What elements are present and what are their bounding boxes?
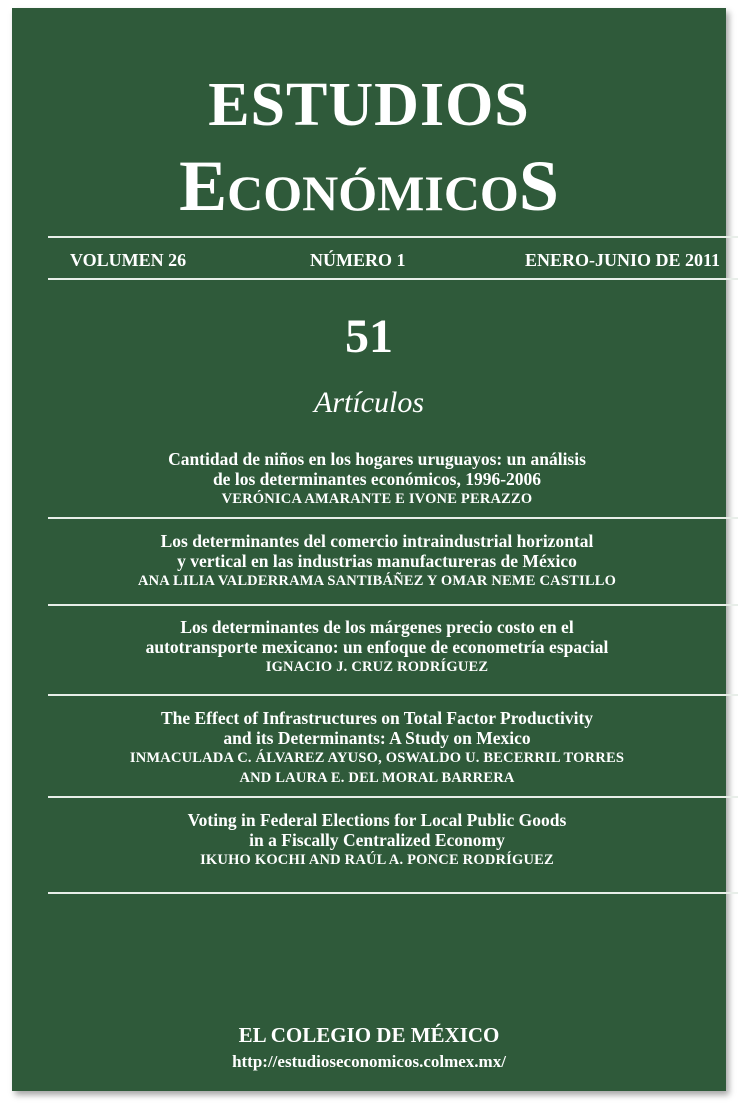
- article-entry: [32, 449, 722, 509]
- date-label: ENERO-JUNIO DE 2011: [524, 250, 720, 270]
- journal-title-line1: ESTUDIOS: [208, 71, 530, 139]
- issue-info-row: [48, 250, 728, 276]
- article-authors: ANA LILIA VALDERRAMA SANTIBÁÑEZ Y OMAR NEME CASTILLO: [137, 573, 617, 589]
- article-title-line: Cantidad de niños en los hogares uruguayos: un análisis: [168, 449, 586, 469]
- article-title-line: autotransporte mexicano: un enfoque de econometría espacial: [145, 637, 609, 657]
- article-entry: [32, 708, 722, 788]
- divider-rule: [48, 604, 738, 606]
- divider-rule: [48, 892, 738, 894]
- article-entry: [32, 810, 722, 870]
- article-authors: VERÓNICA AMARANTE E IVONE PERAZZO: [221, 491, 533, 507]
- volume-label: VOLUMEN 26: [70, 250, 187, 270]
- article-title-line: The Effect of Infrastructures on Total Factor Productivity: [160, 708, 594, 728]
- publisher-url: http://estudioseconomicos.colmex.mx/: [232, 1052, 506, 1071]
- issue-number: 51: [345, 310, 393, 363]
- publisher-name: EL COLEGIO DE MÉXICO: [238, 1023, 500, 1047]
- article-title-line: and its Determinants: A Study on Mexico: [223, 728, 531, 748]
- article-title-line: Los determinantes de los márgenes precio costo en el: [180, 617, 574, 637]
- article-authors: INMACULADA C. ÁLVAREZ AYUSO, OSWALDO U. BECERRIL TORRES: [129, 750, 625, 766]
- article-authors: IGNACIO J. CRUZ RODRÍGUEZ: [265, 659, 489, 675]
- article-authors: AND LAURA E. DEL MORAL BARRERA: [239, 770, 515, 786]
- article-title-line: Los determinantes del comercio intraindustrial horizontal: [160, 531, 594, 551]
- journal-title-line2: EconómicoS: [179, 146, 559, 226]
- number-label: NÚMERO 1: [310, 250, 406, 270]
- divider-rule: [48, 278, 738, 280]
- article-title-line: Voting in Federal Elections for Local Public Goods: [187, 810, 567, 830]
- divider-rule: [48, 517, 738, 519]
- divider-rule: [48, 796, 738, 798]
- divider-rule: [48, 694, 738, 696]
- article-title-line: y vertical en las industrias manufactureras de México: [177, 551, 577, 571]
- article-entry: [32, 531, 722, 591]
- journal-cover: [12, 8, 726, 1091]
- section-heading: Artículos: [314, 386, 424, 419]
- article-entry: [32, 617, 722, 677]
- article-title-line: de los determinantes económicos, 1996-2006: [212, 469, 542, 489]
- article-authors: IKUHO KOCHI AND RAÚL A. PONCE RODRÍGUEZ: [200, 852, 554, 868]
- article-title-line: in a Fiscally Centralized Economy: [249, 830, 505, 850]
- divider-rule: [48, 236, 738, 238]
